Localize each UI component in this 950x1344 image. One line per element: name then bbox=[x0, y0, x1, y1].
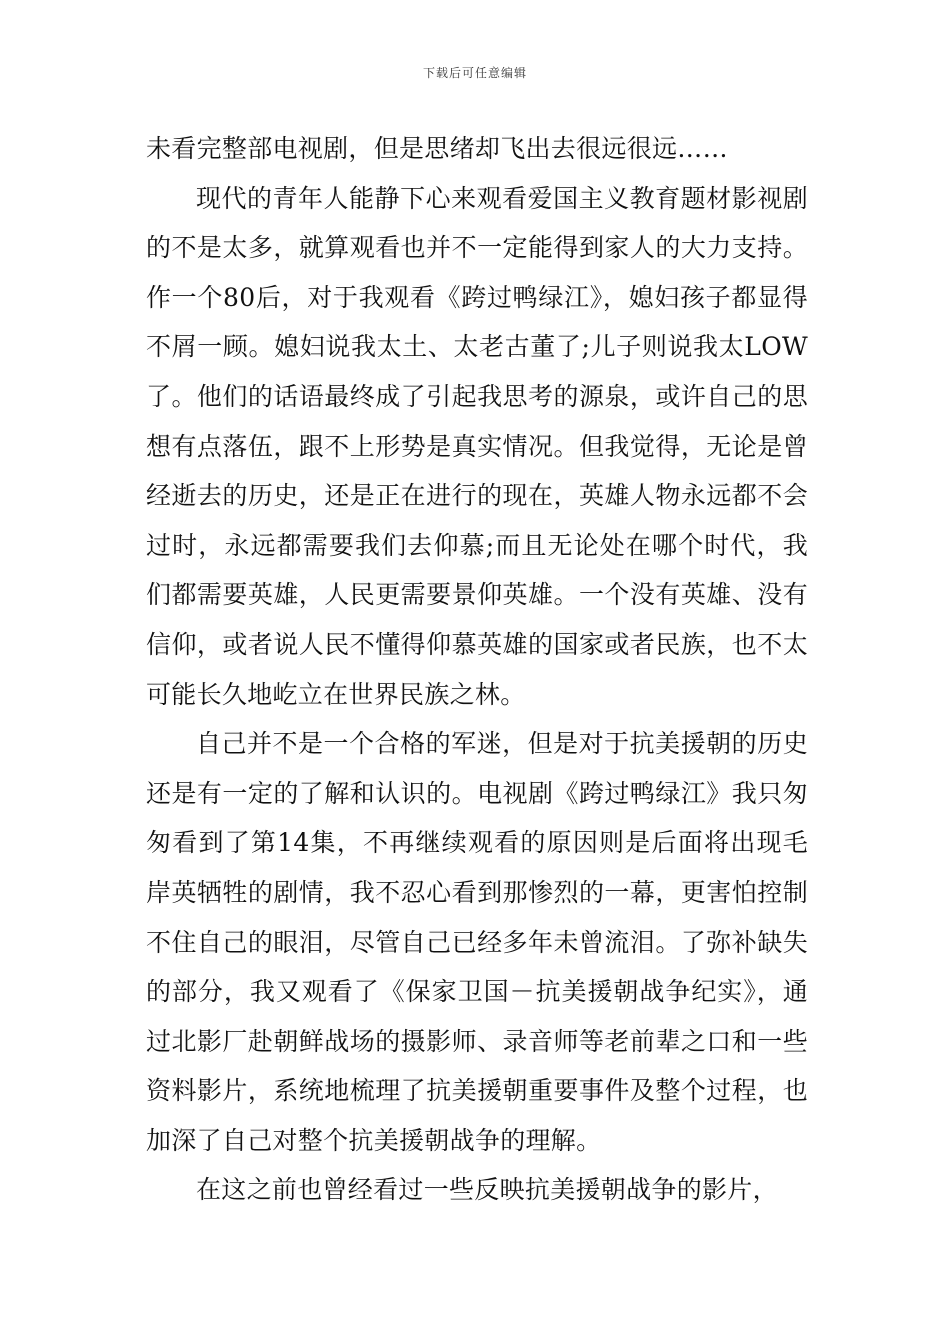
paragraph-history: 自己并不是一个合格的军迷，但是对于抗美援朝的历史还是有一定的了解和认识的。电视剧《跨过鸭绿江》我只匆匆看到了第14集，不再继续观看的原因则是后面将出现毛岸英牺牲的剧情，我不忍心看到那惨烈的一幕，更害怕控制不住自己的眼泪，尽管自己已经多年未曾流泪。了弥补缺失的部分，我又观看了《保家卫国－抗美援朝战争纪实》，通过北影厂赴朝鲜战场的摄影师、录音师等老前辈之口和一些资料影片，系统地梳理了抗美援朝重要事件及整个过程，也加深了自己对整个抗美援朝战争的理解。 bbox=[146, 729, 808, 1155]
document-body bbox=[146, 124, 808, 1215]
paragraph-before: 在这之前也曾经看过一些反映抗美援朝战争的影片， bbox=[196, 1175, 778, 1205]
paragraph-young-people: 现代的青年人能静下心来观看爱国主义教育题材影视剧的不是太多，就算观看也并不一定能得到家人的大力支持。作一个80后，对于我观看《跨过鸭绿江》，媳妇孩子都显得不屑一顾。媳妇说我太土、太老古董了;儿子则说我太LOW了。他们的话语最终成了引起我思考的源泉，或许自己的思想有点落伍，跟不上形势是真实情况。但我觉得，无论是曾经逝去的历史，还是正在进行的现在，英雄人物永远都不会过时，永远都需要我们去仰慕;而且无论处在哪个时代，我们都需要英雄，人民更需要景仰英雄。一个没有英雄、没有信仰，或者说人民不懂得仰慕英雄的国家或者民族，也不太可能长久地屹立在世界民族之林。 bbox=[146, 183, 808, 709]
paragraph-continuation: 未看完整部电视剧，但是思绪却飞出去很远很远…… bbox=[146, 134, 728, 163]
page-header: 下载后可任意编辑 bbox=[422, 66, 527, 80]
